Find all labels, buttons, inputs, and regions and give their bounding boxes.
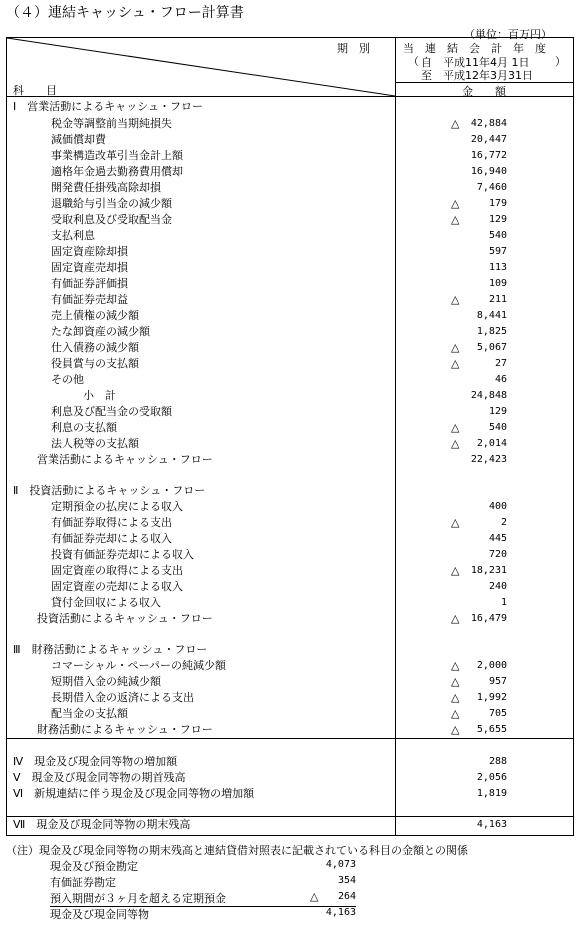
- row-amount: 5,067: [476, 342, 507, 353]
- negative-mark: △: [451, 197, 460, 210]
- table-row: [7, 292, 573, 308]
- row-amount: 27: [494, 358, 507, 369]
- page-title: （４）連結キャッシュ・フロー計算書: [6, 5, 244, 21]
- table-row: [7, 786, 573, 802]
- row-amount: 7,460: [476, 182, 507, 193]
- table-row: [7, 180, 573, 196]
- row-amount: 1: [500, 597, 507, 608]
- table-row: [7, 148, 573, 164]
- table-row: [7, 356, 573, 372]
- row-amount: 129: [488, 214, 507, 225]
- row-label: 有価証券売却による収入: [51, 532, 172, 545]
- note-amount: 264: [337, 891, 356, 902]
- note-negative-mark: △: [310, 890, 319, 903]
- header-period: 期 別: [337, 42, 370, 55]
- header-fiscal-year: 当 連 結 会 計 年 度: [403, 42, 546, 55]
- row-amount: 540: [488, 230, 507, 241]
- table-row: [7, 164, 573, 180]
- table-row: [7, 276, 573, 292]
- table-row: [7, 563, 573, 579]
- table-row: [7, 99, 573, 115]
- row-label: 適格年金過去勤務費用償却: [51, 165, 183, 178]
- table-row: [7, 196, 573, 212]
- row-amount: 109: [488, 278, 507, 289]
- row-label: 投資有価証券売却による収入: [51, 548, 194, 561]
- note-label: 現金及び預金勘定: [50, 860, 138, 873]
- row-label: 事業構造改革引当金計上額: [51, 149, 183, 162]
- row-amount: 445: [488, 533, 507, 544]
- row-label: 固定資産の売却による収入: [51, 580, 183, 593]
- row-label: 長期借入金の返済による支出: [51, 691, 194, 704]
- row-label: 固定資産除却損: [51, 245, 128, 258]
- negative-mark: △: [451, 117, 460, 130]
- note-amount: 354: [337, 875, 356, 886]
- negative-mark: △: [451, 516, 460, 529]
- table-row: [7, 515, 573, 531]
- table-row: [7, 132, 573, 148]
- row-amount: 1,992: [476, 692, 507, 703]
- note-amount: 4,073: [325, 859, 356, 870]
- table-row: [7, 706, 573, 722]
- header-from-date: 自 平成11年4月 1日: [421, 56, 530, 69]
- negative-mark: △: [451, 437, 460, 450]
- header-paren-close: ）: [555, 55, 566, 68]
- row-label: 固定資産売却損: [51, 261, 128, 274]
- table-row: [7, 579, 573, 595]
- row-label: 定期預金の払戻による収入: [51, 500, 183, 513]
- table-row: [7, 452, 573, 468]
- table-row: [7, 770, 573, 786]
- row-label: 小 計: [83, 389, 116, 402]
- table-row: [7, 116, 573, 132]
- table-row: [7, 404, 573, 420]
- table-row: [7, 340, 573, 356]
- note-label: 有価証券勘定: [50, 876, 116, 889]
- table-row: [7, 244, 573, 260]
- table-row: [7, 308, 573, 324]
- row-label: 売上債権の減少額: [51, 309, 139, 322]
- row-label: 仕入債務の減少額: [51, 341, 139, 354]
- row-amount: 540: [488, 422, 507, 433]
- table-row: [7, 420, 573, 436]
- negative-mark: △: [451, 707, 460, 720]
- negative-mark: △: [451, 213, 460, 226]
- table-row: [7, 531, 573, 547]
- table-row: [7, 483, 573, 499]
- row-amount: 5,655: [476, 724, 507, 735]
- row-label: Ⅳ 現金及び現金同等物の増加額: [13, 755, 178, 768]
- row-label: 利息及び配当金の受取額: [51, 405, 172, 418]
- row-amount: 211: [488, 294, 507, 305]
- table-row: [7, 754, 573, 770]
- table-row: [7, 388, 573, 404]
- row-label: Ⅲ 財務活動によるキャッシュ・フロー: [13, 643, 208, 656]
- row-label: Ⅶ 現金及び現金同等物の期末残高: [13, 818, 191, 831]
- row-amount: 957: [488, 676, 507, 687]
- row-label: 法人税等の支払額: [51, 437, 139, 450]
- row-label: 短期借入金の純減少額: [51, 675, 161, 688]
- row-amount: 705: [488, 708, 507, 719]
- note-amount: 4,163: [325, 907, 356, 918]
- section-iv-rule: [7, 738, 573, 739]
- table-row: [7, 372, 573, 388]
- negative-mark: △: [451, 341, 460, 354]
- row-label: Ⅵ 新規連結に伴う現金及び現金同等物の増加額: [13, 787, 255, 800]
- row-amount: 597: [488, 246, 507, 257]
- row-label: Ⅴ 現金及び現金同等物の期首残高: [13, 771, 186, 784]
- row-amount: 1,819: [476, 788, 507, 799]
- row-amount: 4,163: [476, 819, 507, 830]
- note-label: 現金及び現金同等物: [50, 908, 149, 921]
- negative-mark: △: [451, 723, 460, 736]
- header-item: 科 目: [13, 84, 57, 97]
- negative-mark: △: [451, 691, 460, 704]
- table-row: [7, 260, 573, 276]
- row-label: 役員賞与の支払額: [51, 357, 139, 370]
- table-row: [7, 212, 573, 228]
- row-amount: 16,940: [470, 166, 507, 177]
- row-label: Ⅱ 投資活動によるキャッシュ・フロー: [13, 484, 206, 497]
- row-label: 有価証券売却益: [51, 293, 128, 306]
- row-amount: 20,447: [470, 134, 507, 145]
- row-label: Ⅰ 営業活動によるキャッシュ・フロー: [13, 100, 204, 113]
- row-label: 退職給与引当金の減少額: [51, 197, 172, 210]
- row-amount: 240: [488, 581, 507, 592]
- row-amount: 2: [500, 517, 507, 528]
- row-label: 固定資産の取得による支出: [51, 564, 183, 577]
- row-amount: 2,056: [476, 772, 507, 783]
- table-row: [7, 817, 573, 833]
- notes-subtotal-rule: [50, 906, 356, 907]
- table-row: [7, 547, 573, 563]
- row-amount: 720: [488, 549, 507, 560]
- row-label: 投資活動によるキャッシュ・フロー: [37, 612, 213, 625]
- row-label: その他: [51, 373, 84, 386]
- header-to-date: 至 平成12年3月31日: [421, 69, 533, 82]
- row-label: 有価証券取得による支出: [51, 516, 172, 529]
- negative-mark: △: [451, 564, 460, 577]
- row-amount: 18,231: [470, 565, 507, 576]
- note-label: 預入期間が３ヶ月を超える定期預金: [50, 892, 226, 905]
- header-amount: 金 額: [462, 85, 506, 98]
- table-row: [7, 611, 573, 627]
- cash-flow-table: [6, 37, 574, 836]
- table-row: [7, 722, 573, 738]
- row-amount: 129: [488, 406, 507, 417]
- row-amount: 46: [494, 374, 507, 385]
- row-label: 税金等調整前当期純損失: [51, 117, 172, 130]
- section-vii-rule: [7, 816, 573, 817]
- row-label: 配当金の支払額: [51, 707, 128, 720]
- table-row: [7, 642, 573, 658]
- negative-mark: △: [451, 612, 460, 625]
- row-label: 減価償却費: [51, 133, 106, 146]
- negative-mark: △: [451, 293, 460, 306]
- row-amount: 400: [488, 501, 507, 512]
- row-amount: 113: [488, 262, 507, 273]
- negative-mark: △: [451, 659, 460, 672]
- row-amount: 8,441: [476, 310, 507, 321]
- row-label: コマーシャル・ペーパーの純減少額: [51, 659, 227, 672]
- row-amount: 2,000: [476, 660, 507, 671]
- row-amount: 24,848: [470, 390, 507, 401]
- table-row: [7, 658, 573, 674]
- row-amount: 42,884: [470, 118, 507, 129]
- negative-mark: △: [451, 421, 460, 434]
- table-row: [7, 436, 573, 452]
- row-label: 受取利息及び受取配当金: [51, 213, 172, 226]
- row-amount: 22,423: [470, 454, 507, 465]
- row-label: 貸付金回収による収入: [51, 596, 161, 609]
- notes-heading: （注）現金及び現金同等物の期末残高と連結貸借対照表に記載されている科目の金額との関係: [6, 844, 468, 857]
- row-label: 支払利息: [51, 229, 95, 242]
- table-row: [7, 499, 573, 515]
- row-amount: 2,014: [476, 438, 507, 449]
- row-amount: 288: [488, 756, 507, 767]
- row-label: 営業活動によるキャッシュ・フロー: [37, 453, 213, 466]
- negative-mark: △: [451, 357, 460, 370]
- row-amount: 179: [488, 198, 507, 209]
- row-amount: 1,825: [476, 326, 507, 337]
- row-amount: 16,479: [470, 613, 507, 624]
- table-row: [7, 690, 573, 706]
- table-row: [7, 674, 573, 690]
- negative-mark: △: [451, 675, 460, 688]
- table-row: [7, 228, 573, 244]
- header-paren-open: （: [408, 55, 419, 68]
- table-row: [7, 324, 573, 340]
- unit-label: （単位：百万円）: [464, 28, 552, 41]
- row-label: たな卸資産の減少額: [51, 325, 150, 338]
- row-label: 有価証券評価損: [51, 277, 128, 290]
- row-label: 利息の支払額: [51, 421, 117, 434]
- row-label: 財務活動によるキャッシュ・フロー: [37, 723, 213, 736]
- row-amount: 16,772: [470, 150, 507, 161]
- row-label: 開発費任掛残高除却損: [51, 181, 161, 194]
- table-row: [7, 595, 573, 611]
